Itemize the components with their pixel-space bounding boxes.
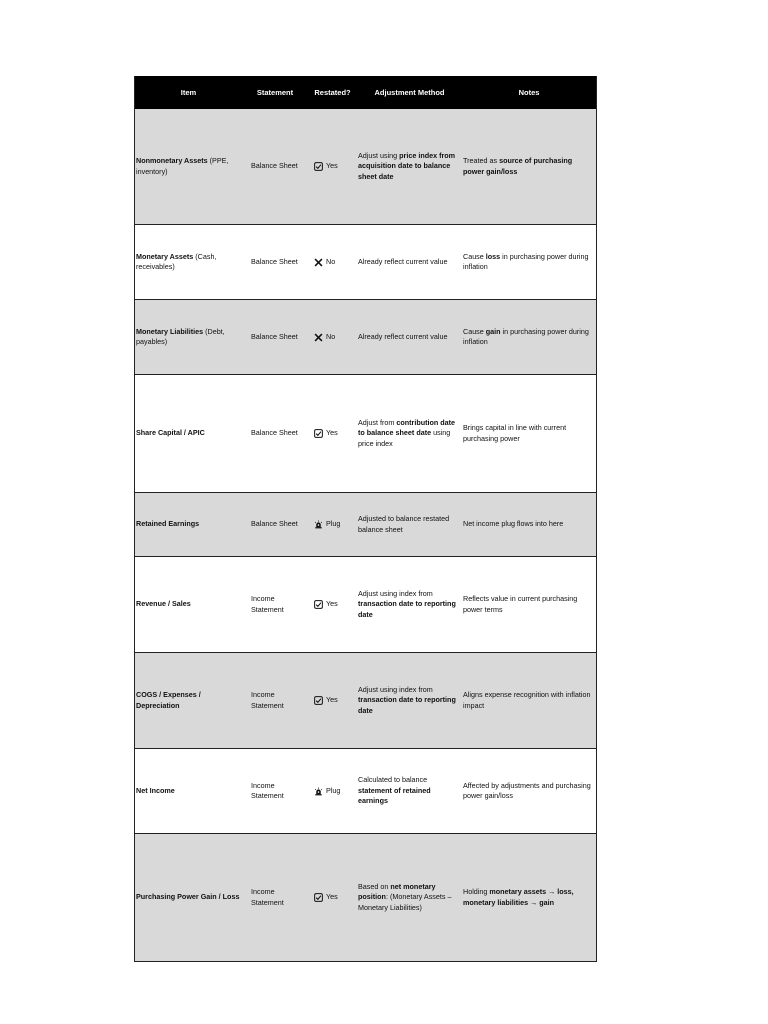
- item-name: Monetary Assets: [136, 251, 194, 261]
- restated-cell: [308, 695, 357, 706]
- item-name: Nonmonetary Assets: [136, 156, 208, 165]
- notes-cell: [462, 327, 596, 348]
- statement-cell: [242, 428, 308, 439]
- item-cell: [135, 690, 242, 711]
- header-item: Item: [180, 88, 197, 97]
- statement-cell: [242, 161, 308, 172]
- adjustment-text: Based on: [358, 881, 391, 891]
- statement-cell: [242, 887, 308, 908]
- notes-cell: [462, 519, 596, 530]
- check-box-icon: [314, 696, 323, 705]
- item-cell: [135, 599, 242, 610]
- check-box-icon: [314, 429, 323, 438]
- adjustment-text-end: : (Monetary Assets – Monetary Liabilities): [358, 892, 452, 912]
- statement-text: Balance Sheet: [251, 161, 298, 171]
- restated-cell: [308, 599, 357, 610]
- statement-text: Balance Sheet: [251, 519, 298, 529]
- statement-cell: [242, 690, 308, 711]
- adjustment-emphasis: contribution date to balance sheet date: [358, 417, 456, 438]
- adjustment-method-cell: [357, 257, 462, 268]
- adjustment-text: Calculated to balance: [358, 775, 428, 785]
- check-box-icon: [314, 600, 323, 609]
- statement-text: Balance Sheet: [251, 331, 298, 341]
- statement-text: Balance Sheet: [251, 428, 298, 438]
- table-row: [135, 556, 596, 652]
- adjustment-method-cell: [357, 685, 462, 717]
- adjustment-text: Adjust using: [358, 150, 400, 160]
- notes-text: Net income plug flows into here: [463, 519, 564, 529]
- restated-text: Yes: [326, 695, 338, 705]
- statement-text: Income Statement: [251, 780, 284, 800]
- notes-text: Affected by adjustments and purchasing power gain/loss: [463, 780, 591, 800]
- alarm-icon: [314, 787, 323, 796]
- restated-text: No: [326, 331, 336, 341]
- adjustment-method-cell: [357, 775, 462, 807]
- check-box-icon: [314, 162, 323, 171]
- statement-text: Income Statement: [251, 887, 284, 907]
- item-cell: [135, 892, 242, 903]
- table-row: [135, 833, 596, 961]
- adjustment-emphasis: net monetary position: [358, 881, 436, 902]
- adjustment-emphasis: transaction date to reporting date: [358, 695, 456, 715]
- notes-cell: [462, 252, 596, 273]
- adjustment-emphasis: statement of retained earnings: [358, 785, 431, 806]
- adjustment-method-cell: [357, 151, 462, 183]
- restated-cell: [308, 428, 357, 439]
- notes-text-end: in purchasing power during inflation: [463, 326, 589, 346]
- table-row: [135, 299, 596, 374]
- adjustment-text: Adjust from: [358, 417, 397, 427]
- notes-text: Cause: [463, 251, 486, 261]
- notes-cell: [462, 887, 596, 908]
- item-name: COGS / Expenses / Depreciation: [136, 690, 201, 710]
- statement-text: Balance Sheet: [251, 256, 298, 266]
- item-name: Purchasing Power Gain / Loss: [136, 892, 240, 902]
- header-notes: Notes: [518, 88, 540, 97]
- item-detail: (PPE, inventory): [136, 156, 229, 176]
- item-detail: (Debt, payables): [136, 326, 225, 346]
- item-cell: [135, 519, 242, 530]
- adjustment-method-cell: [357, 418, 462, 450]
- check-box-icon: [314, 893, 323, 902]
- notes-text: Brings capital in line with current purchasing power: [463, 423, 567, 443]
- cross-icon: [314, 333, 323, 342]
- notes-emphasis: source of purchasing power gain/loss: [463, 156, 573, 176]
- restated-text: Yes: [326, 161, 338, 171]
- adjustment-emphasis: transaction date to reporting date: [358, 599, 456, 619]
- table-body: [135, 109, 596, 961]
- table-row: [135, 748, 596, 833]
- notes-text: Treated as: [463, 156, 500, 165]
- adjustment-text: Adjust using index from: [358, 684, 433, 694]
- restated-text: No: [326, 256, 336, 266]
- statement-text: Income Statement: [251, 690, 284, 710]
- alarm-icon: [314, 520, 323, 529]
- adjustment-method-cell: [357, 882, 462, 914]
- adjustment-method-cell: [357, 589, 462, 621]
- restated-cell: [308, 257, 357, 268]
- statement-cell: [242, 332, 308, 343]
- restated-text: Yes: [326, 892, 338, 902]
- item-cell: [135, 327, 242, 348]
- item-cell: [135, 428, 242, 439]
- item-cell: [135, 252, 242, 273]
- header-statement: Statement: [256, 88, 294, 97]
- table-row: [135, 224, 596, 299]
- item-cell: [135, 786, 242, 797]
- restated-text: Plug: [326, 519, 341, 529]
- item-cell: [135, 156, 242, 177]
- cross-icon: [314, 258, 323, 267]
- notes-cell: [462, 690, 596, 711]
- statement-cell: [242, 257, 308, 268]
- adjustment-emphasis: price index from acquisition date to balance sheet date: [358, 150, 456, 181]
- statement-cell: [242, 519, 308, 530]
- adjustment-text: Adjusted to balance restated balance sheet: [358, 514, 450, 534]
- notes-text: Aligns expense recognition with inflation impact: [463, 690, 591, 710]
- adjustment-text-end: using price index: [358, 428, 451, 448]
- item-name: Revenue / Sales: [136, 599, 191, 609]
- restated-cell: [308, 161, 357, 172]
- notes-text: Reflects value in current purchasing power terms: [463, 594, 578, 614]
- restated-text: Yes: [326, 428, 338, 438]
- notes-emphasis: monetary assets → loss, monetary liabilities → gain: [463, 887, 574, 907]
- inflation-adjustment-table: [134, 76, 597, 962]
- item-name: Monetary Liabilities: [136, 326, 204, 336]
- notes-cell: [462, 781, 596, 802]
- restated-text: Yes: [326, 599, 338, 609]
- table-row: [135, 374, 596, 492]
- notes-cell: [462, 156, 596, 177]
- table-row: [135, 652, 596, 748]
- adjustment-text: Already reflect current value: [358, 256, 448, 266]
- item-name: Share Capital / APIC: [136, 428, 205, 438]
- header-restated: Restated?: [314, 88, 351, 97]
- adjustment-method-cell: [357, 332, 462, 343]
- item-name: Net Income: [136, 785, 175, 795]
- statement-text: Income Statement: [251, 594, 284, 614]
- adjustment-text: Already reflect current value: [358, 331, 448, 341]
- statement-cell: [242, 594, 308, 615]
- notes-cell: [462, 423, 596, 444]
- adjustment-method-cell: [357, 514, 462, 535]
- restated-cell: [308, 519, 357, 530]
- restated-text: Plug: [326, 785, 341, 795]
- table-row: [135, 492, 596, 556]
- restated-cell: [308, 786, 357, 797]
- notes-emphasis: loss: [485, 251, 501, 261]
- restated-cell: [308, 892, 357, 903]
- adjustment-text: Adjust using index from: [358, 588, 433, 598]
- restated-cell: [308, 332, 357, 343]
- item-detail: (Cash, receivables): [136, 251, 217, 271]
- notes-text-end: in purchasing power during inflation: [463, 251, 589, 271]
- table-row: [135, 109, 596, 224]
- notes-text: Holding: [463, 887, 490, 896]
- notes-emphasis: gain: [485, 326, 501, 336]
- header-adjustment-method: Adjustment Method: [374, 88, 445, 97]
- item-name: Retained Earnings: [136, 519, 200, 529]
- table-header: [135, 76, 596, 109]
- notes-text: Cause: [463, 326, 486, 336]
- notes-cell: [462, 594, 596, 615]
- statement-cell: [242, 781, 308, 802]
